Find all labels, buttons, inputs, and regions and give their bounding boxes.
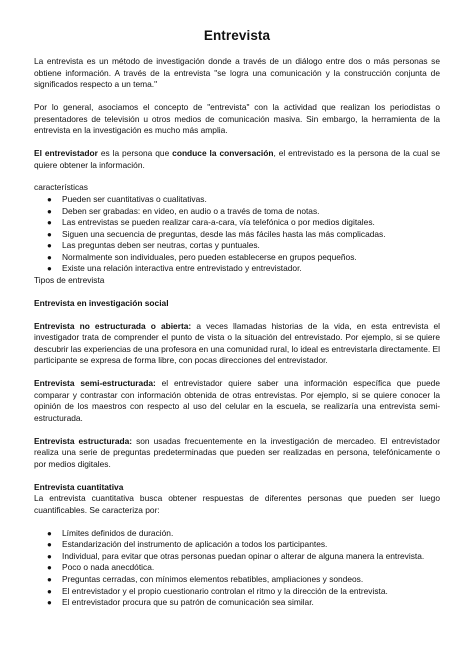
bullet-icon: ● — [47, 540, 52, 550]
bullet-icon: ● — [47, 551, 52, 561]
list-item: ● Individual, para evitar que otras personas puedan opinar o alterar de alguna manera la entrevista. — [47, 550, 425, 561]
bullet-icon: ● — [47, 528, 52, 538]
list-item: ● Las entrevistas se pueden realizar cara-a-cara, vía telefónica o por medios digitales. — [47, 217, 375, 228]
caracteristicas-list — [34, 194, 440, 275]
list-item: ● Las preguntas deben ser neutras, cortas y puntuales. — [47, 240, 260, 251]
bullet-icon: ● — [47, 598, 52, 608]
roles-text-b: , el entrevistado es la persona de la cual se quiere obtener la información. — [34, 147, 440, 170]
no-estructurada-paragraph: Entrevista no estructurada o abierta: a veces llamadas historias de la vida, en esta entrevista el investigador trata de comprender el punto de vista o la situación del entrevistado. Por ejemplo, si se quiere descubrir las experiencias de una profesora en una comunidad rural, lo ideal es entrevistarla directamente. El participante se expresa de forma libre, con pocas direcciones del entrevistador. — [34, 320, 440, 366]
bullet-icon: ● — [47, 264, 52, 274]
no-estructurada-term: Entrevista no estructurada o abierta: — [34, 320, 192, 331]
list-item: ● Siguen una secuencia de preguntas, desde las más fáciles hasta las más complicadas. — [47, 228, 386, 239]
list-item: ● El entrevistador y el propio cuestionario controlan el ritmo y la dirección de la entrevista. — [47, 585, 388, 596]
list-item: ● Pueden ser cuantitativas o cualitativas. — [47, 193, 207, 204]
bullet-icon: ● — [47, 252, 52, 262]
list-item: ● El entrevistador procura que su patrón de comunicación sea similar. — [47, 597, 314, 608]
bullet-icon: ● — [47, 586, 52, 596]
caracteristicas-label: características — [34, 182, 88, 193]
list-item: ● Deben ser grabadas: en video, en audio o a través de toma de notas. — [47, 205, 320, 216]
estructurada-paragraph: Entrevista estructurada: son usadas frecuentemente en la investigación de mercadeo. El entrevistador realiza una serie de preguntas predeterminadas que pueden ser realizadas en persona, telefónicamente o por medios digitales. — [34, 435, 440, 469]
cuantitativa-paragraph: La entrevista cuantitativa busca obtener respuestas de diferentes personas que pueden ser luego cuantificables. Se caracteriza por: — [34, 493, 440, 515]
bullet-icon: ● — [47, 575, 52, 585]
roles-paragraph — [34, 148, 440, 171]
cuantitativa-list — [34, 528, 440, 609]
cuantitativa-heading: Entrevista cuantitativa — [34, 481, 124, 492]
list-item: ● Existe una relación interactiva entre entrevistado y entrevistador. — [47, 263, 302, 274]
bullet-icon: ● — [47, 206, 52, 216]
tipos-label: Tipos de entrevista — [34, 275, 105, 286]
social-heading: Entrevista en investigación social — [34, 297, 169, 308]
list-item: ● Normalmente son individuales, pero pueden establecerse en grupos pequeños. — [47, 251, 357, 262]
list-item: ● Preguntas cerradas, con mínimos elementos rebatibles, ampliaciones y sondeos. — [47, 574, 364, 585]
bullet-icon: ● — [47, 241, 52, 251]
semi-estructurada-paragraph: Entrevista semi-estructurada: el entrevistador quiere saber una información específica que puede comparar y contrastar con información obtenida de otras entrevistas. Por ejemplo, si se quiere conocer la opinión de los maestros con respecto al uso del celular en la escuela, se realizaría una entrevista semi-estructurada. — [34, 378, 440, 423]
page-title: Entrevista — [203, 28, 271, 43]
bullet-icon: ● — [47, 194, 52, 204]
bullet-icon: ● — [47, 229, 52, 239]
general-paragraph: Por lo general, asociamos el concepto de "entrevista" con la actividad que realizan los periodistas o presentadores de televisión u otros medios de comunicación masiva. Sin embargo, la herramienta de la entrevista en la investigación es mucho más amplia. — [34, 101, 440, 136]
list-item: ● Estandarización del instrumento de aplicación a todos los participantes. — [47, 539, 328, 550]
bullet-icon: ● — [47, 218, 52, 228]
estructurada-term: Entrevista estructurada: — [34, 435, 133, 446]
list-item: ● Poco o nada anecdótica. — [47, 562, 155, 573]
bullet-icon: ● — [47, 563, 52, 573]
semi-estructurada-term: Entrevista semi-estructurada: — [34, 378, 156, 389]
intro-paragraph: La entrevista es un método de investigación donde a través de un diálogo entre dos o más personas se obtiene información. A través de la entrevista "se logra una comunicación y la construcción conjunta de significados respecto a un tema." — [34, 56, 440, 90]
roles-text-a: es la persona que — [97, 147, 173, 158]
entrevistador-term: El entrevistador — [34, 147, 98, 158]
list-item: ● Límites definidos de duración. — [47, 527, 174, 538]
conduce-term: conduce la conversación — [172, 147, 274, 158]
